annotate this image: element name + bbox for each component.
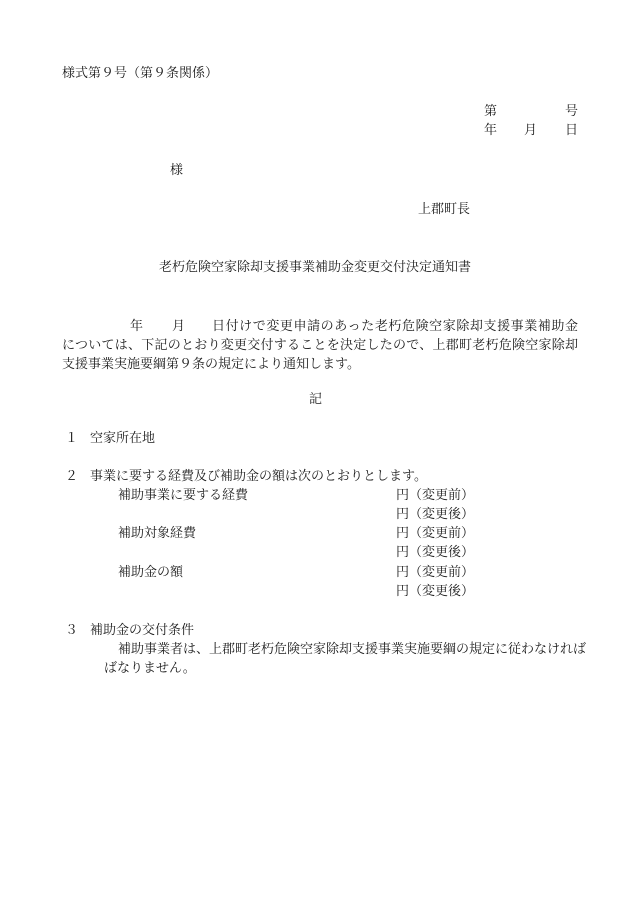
number-prefix: 第 [484,104,498,119]
date-year: 年 [484,123,498,138]
date-month: 月 [524,123,538,138]
cost-row-after: 円（変更後） [396,545,475,560]
cost-row-name: 補助金の額 [118,565,184,580]
item-3-text-line-1: 補助事業者は、上郡町老朽危険空家除却支援事業実施要綱の規定に従わなければ [118,642,587,657]
cost-row-before: 円（変更前） [396,488,475,503]
item-1-label: 空家所在地 [90,431,156,446]
item-2-number: ２ [65,469,79,484]
date-day: 日 [565,123,579,138]
cost-row-before: 円（変更前） [396,526,475,541]
ki-marker: 記 [309,392,323,407]
item-1-number: １ [65,431,79,446]
cost-row-name: 補助対象経費 [118,526,197,541]
body-line-2: については、下記のとおり変更交付することを決定したので、上郡町老朽危険空家除却 [62,338,578,353]
cost-row-after: 円（変更後） [396,507,475,522]
addressee-honorific: 様 [170,163,184,178]
cost-row-after: 円（変更後） [396,584,475,599]
number-suffix: 号 [565,104,579,119]
body-line-1-text: 日付けで変更申請のあった老朽危険空家除却支援事業補助金 [212,319,578,334]
sender-title: 上郡町長 [418,202,471,217]
body-line-3: 支援事業実施要綱第９条の規定により通知します。 [62,357,360,372]
body-date-year: 年 [130,319,144,334]
item-3-number: ３ [65,623,79,638]
item-2-label: 事業に要する経費及び補助金の額は次のとおりとします。 [90,469,427,484]
item-3-label: 補助金の交付条件 [90,623,195,638]
cost-row-before: 円（変更前） [396,565,475,580]
document-title: 老朽危険空家除却支援事業補助金変更交付決定通知書 [158,260,471,275]
body-date-month: 月 [172,319,186,334]
form-label: 様式第９号（第９条関係） [62,66,219,81]
cost-row-name: 補助事業に要する経費 [118,488,249,503]
item-3-text-line-2: ばなりません。 [104,661,196,676]
